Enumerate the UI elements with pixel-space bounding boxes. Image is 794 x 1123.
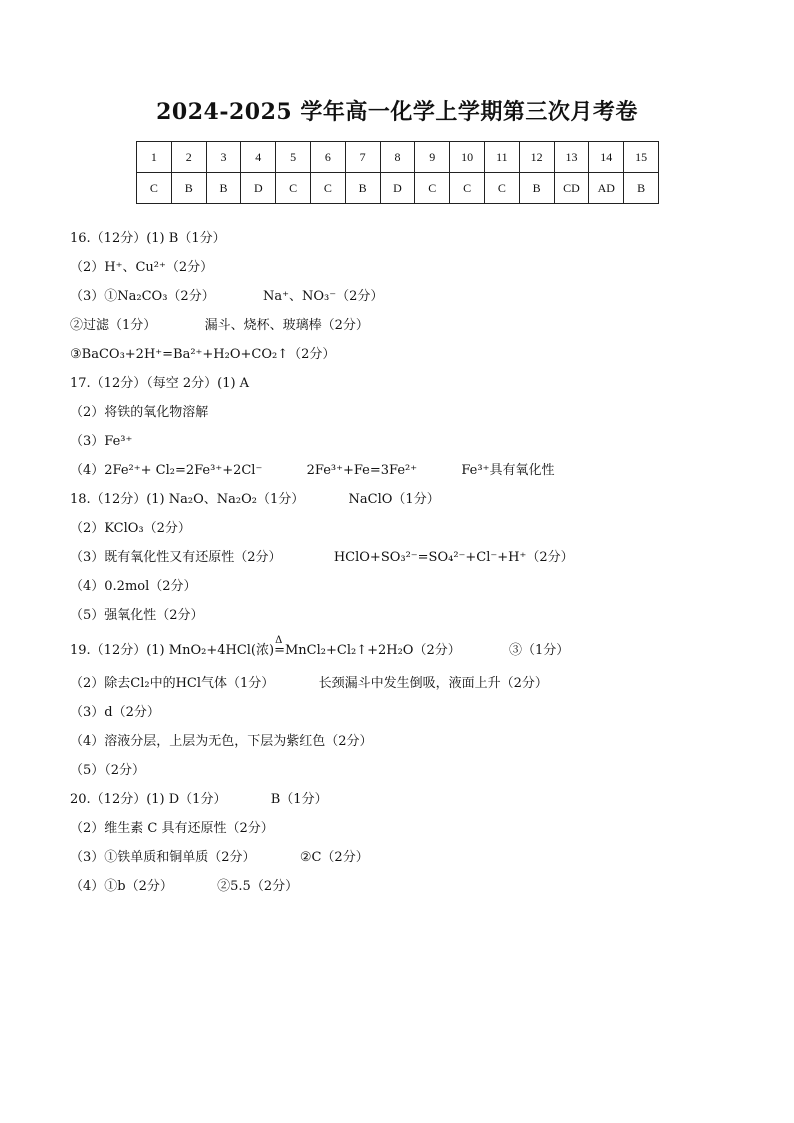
question-number: 2 xyxy=(171,142,206,173)
q19-line-5 xyxy=(70,760,770,789)
question-number: 12 xyxy=(519,142,554,173)
question-number: 10 xyxy=(450,142,485,173)
question-number: 14 xyxy=(589,142,624,173)
q17-line-2 xyxy=(70,402,770,431)
question-number: 11 xyxy=(484,142,519,173)
answer-cell: C xyxy=(137,173,172,204)
answer-text: NaClO（1分） xyxy=(348,492,440,507)
answer-text: （3）①Na₂CO₃（2分） xyxy=(70,289,215,304)
answer-text: （4）①b（2分） xyxy=(70,879,173,894)
q19-line-2 xyxy=(70,673,770,702)
answer-cell: C xyxy=(415,173,450,204)
answer-cell: D xyxy=(241,173,276,204)
question-number: 13 xyxy=(554,142,589,173)
answer-text: （4）2Fe²⁺+ Cl₂=2Fe³⁺+2Cl⁻ xyxy=(70,463,263,478)
answer-text: B（1分） xyxy=(270,792,328,807)
q19-line-4 xyxy=(70,731,770,760)
answer-text: （3）既有氧化性又有还原性（2分） xyxy=(70,550,282,565)
answer-text: （2）KClO₃（2分） xyxy=(70,521,191,536)
answer-text: ②过滤（1分） xyxy=(70,318,157,333)
page-title: 2024-2025 学年高一化学上学期第三次月考卷 xyxy=(156,99,638,125)
answer-cell: B xyxy=(206,173,241,204)
q17-line-4 xyxy=(70,460,770,489)
q20-line-2 xyxy=(70,818,770,847)
answer-text: （3）Fe³⁺ xyxy=(70,434,133,449)
question-number: 9 xyxy=(415,142,450,173)
q16-line-3 xyxy=(70,286,770,315)
answer-text: Na⁺、NO₃⁻（2分） xyxy=(262,289,384,304)
answer-cell: CD xyxy=(554,173,589,204)
q20-line-3 xyxy=(70,847,770,876)
free-response-answers xyxy=(70,228,770,905)
answer-cell: C xyxy=(484,173,519,204)
answer-text: ③BaCO₃+2H⁺=Ba²⁺+H₂O+CO₂↑（2分） xyxy=(70,347,336,362)
answer-text: ②5.5（2分） xyxy=(217,879,299,894)
heating-condition-equals xyxy=(274,634,285,668)
answer-text: （2）维生素 C 具有还原性（2分） xyxy=(70,821,274,836)
answer-text: HClO+SO₃²⁻=SO₄²⁻+Cl⁻+H⁺（2分） xyxy=(333,550,574,565)
answer-text: （4）0.2mol（2分） xyxy=(70,579,197,594)
answer-cell: AD xyxy=(589,173,624,204)
answer-text: （2）将铁的氧化物溶解 xyxy=(70,405,209,420)
q16-line-4 xyxy=(70,315,770,344)
answer-text: ③（1分） xyxy=(509,643,570,658)
answer-text: 漏斗、烧杯、玻璃棒（2分） xyxy=(204,318,369,333)
answer-cell: C xyxy=(310,173,345,204)
answer-text: （5）强氧化性（2分） xyxy=(70,608,204,623)
q19-line-3 xyxy=(70,702,770,731)
answer-cell: B xyxy=(171,173,206,204)
answer-text: （3）①铁单质和铜单质（2分） xyxy=(70,850,256,865)
answer-cell: C xyxy=(450,173,485,204)
q17-line-3 xyxy=(70,431,770,460)
answer-key-table xyxy=(136,141,659,204)
question-number: 1 xyxy=(137,142,172,173)
q20-line-1 xyxy=(70,789,770,818)
answer-text: ②C（2分） xyxy=(299,850,369,865)
equals-sign: = xyxy=(274,643,285,658)
question-number: 7 xyxy=(345,142,380,173)
answer-text: 16.（12分）(1) B（1分） xyxy=(70,231,226,246)
answer-text: Fe³⁺具有氧化性 xyxy=(461,463,555,478)
answer-text: （2）H⁺、Cu²⁺（2分） xyxy=(70,260,214,275)
answer-text: 19.（12分）(1) MnO₂+4HCl(浓) xyxy=(70,643,275,658)
answer-row xyxy=(137,173,659,204)
answer-text: （2）除去Cl₂中的HCl气体（1分） xyxy=(70,676,275,691)
answer-text: 17.（12分）（每空 2分）(1) A xyxy=(70,376,250,391)
question-number: 4 xyxy=(241,142,276,173)
answer-cell: C xyxy=(276,173,311,204)
answer-text: 18.（12分）(1) Na₂O、Na₂O₂（1分） xyxy=(70,492,305,507)
q20-line-4 xyxy=(70,876,770,905)
question-number-row xyxy=(137,142,659,173)
answer-cell: B xyxy=(624,173,659,204)
answer-text: （4）溶液分层，上层为无色，下层为紫红色（2分） xyxy=(70,734,373,749)
q18-line-5 xyxy=(70,605,770,634)
answer-cell: B xyxy=(345,173,380,204)
question-number: 15 xyxy=(624,142,659,173)
q16-line-5 xyxy=(70,344,770,373)
answer-text: 长颈漏斗中发生倒吸，液面上升（2分） xyxy=(318,676,548,691)
delta-symbol: Δ xyxy=(275,635,283,646)
q18-line-3 xyxy=(70,547,770,576)
answer-text: 20.（12分）(1) D（1分） xyxy=(70,792,227,807)
answer-text: （5）（2分） xyxy=(70,763,146,778)
q19-line-1 xyxy=(70,634,770,673)
answer-text: （3）d（2分） xyxy=(70,705,160,720)
question-number: 5 xyxy=(276,142,311,173)
question-number: 6 xyxy=(310,142,345,173)
q16-line-2 xyxy=(70,257,770,286)
q18-line-4 xyxy=(70,576,770,605)
question-number: 3 xyxy=(206,142,241,173)
q18-line-1 xyxy=(70,489,770,518)
q17-line-1 xyxy=(70,373,770,402)
answer-cell: B xyxy=(519,173,554,204)
answer-text: MnCl₂+Cl₂↑+2H₂O（2分） xyxy=(284,643,461,658)
answer-cell: D xyxy=(380,173,415,204)
question-number: 8 xyxy=(380,142,415,173)
answer-text: 2Fe³⁺+Fe=3Fe²⁺ xyxy=(306,463,418,478)
q16-line-1 xyxy=(70,228,770,257)
q18-line-2 xyxy=(70,518,770,547)
